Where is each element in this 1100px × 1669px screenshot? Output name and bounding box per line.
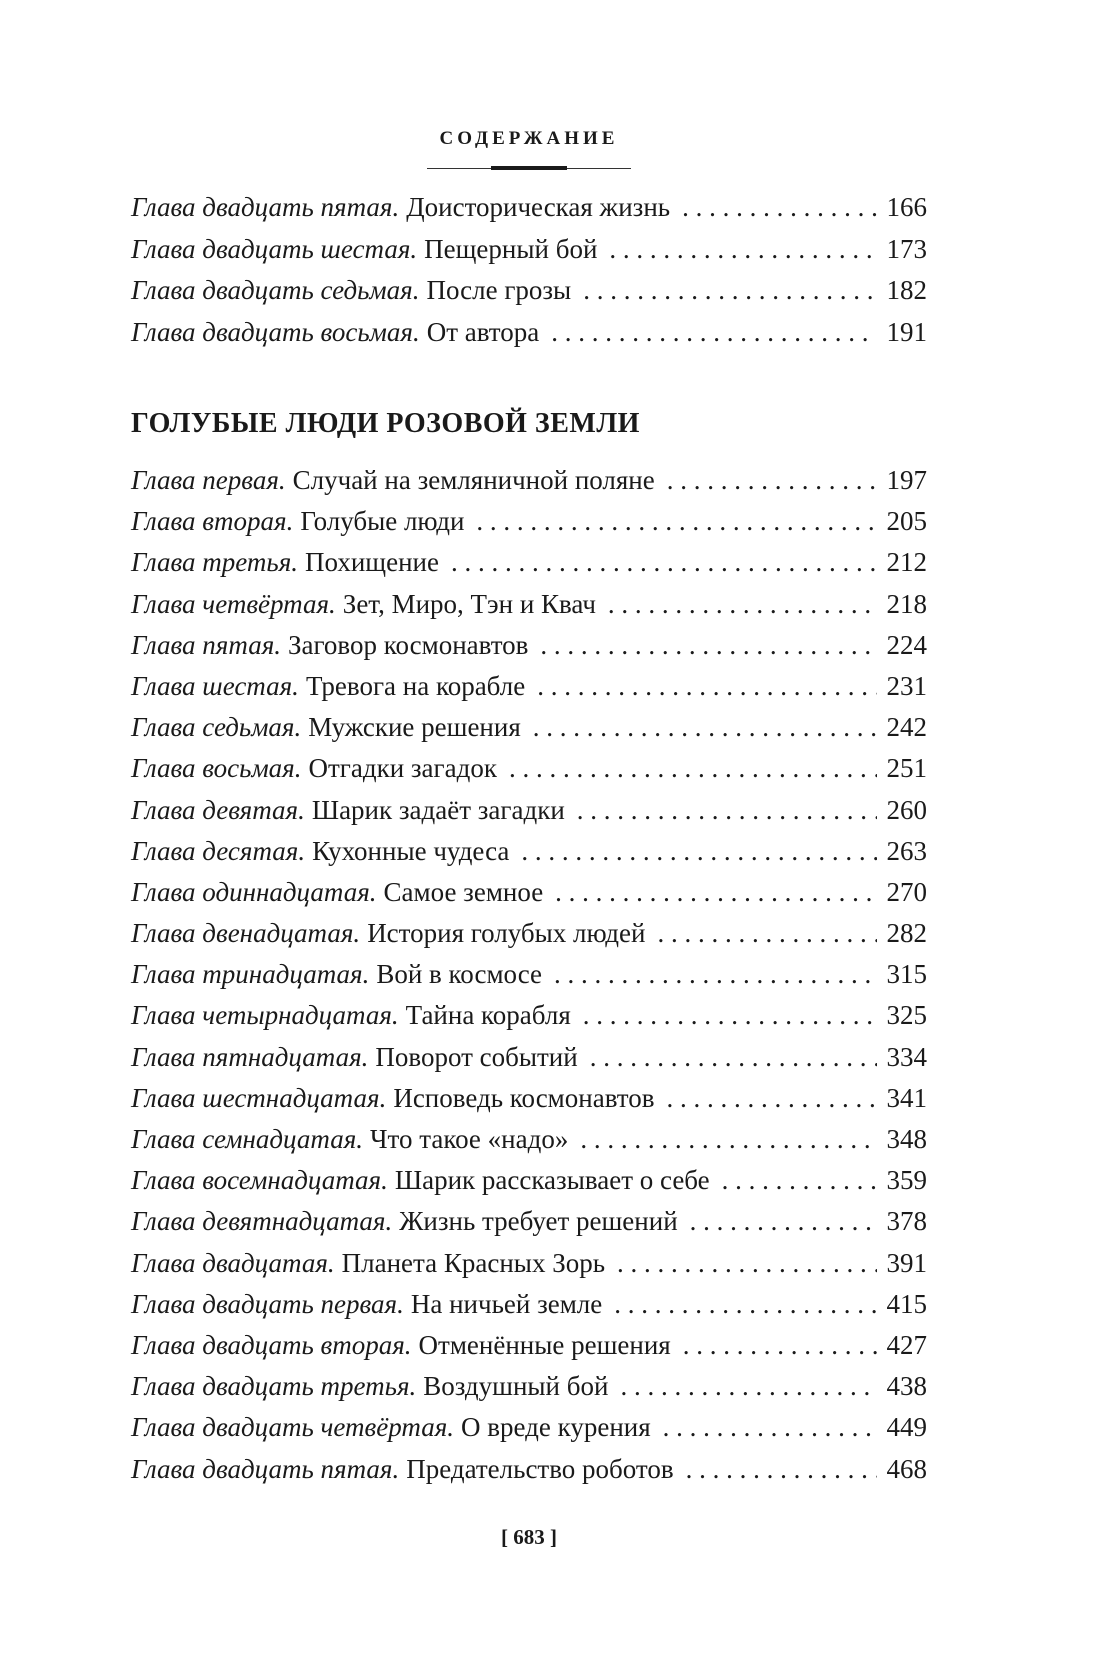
chapter-title: Зет, Миро, Тэн и Квач	[342, 588, 596, 619]
chapter-label: Глава двадцатая.	[131, 1247, 335, 1278]
page-number: 242	[886, 712, 927, 743]
chapter-title: Исповедь космонавтов	[393, 1082, 655, 1113]
chapter-title: О вреде курения	[461, 1412, 651, 1443]
page-number: 415	[886, 1288, 927, 1319]
dot-leader	[521, 836, 876, 867]
chapter-label: Глава третья.	[131, 547, 299, 578]
running-head: СОДЕРЖАНИЕ	[439, 128, 619, 149]
chapter-title: После грозы	[426, 275, 572, 305]
toc-list-previous-section	[131, 192, 927, 358]
toc-entry	[131, 506, 927, 547]
dot-leader	[617, 1248, 876, 1279]
toc-entry	[131, 795, 927, 836]
dot-leader	[614, 1289, 876, 1320]
book-page	[131, 0, 927, 1669]
toc-entry	[131, 1289, 927, 1330]
chapter-title: Воздушный бой	[423, 1371, 609, 1402]
chapter-title: Голубые люди	[300, 506, 465, 537]
chapter-label: Глава четвёртая.	[131, 588, 336, 619]
dot-leader	[555, 877, 876, 908]
chapter-label: Глава восьмая.	[131, 753, 302, 784]
chapter-title: Похищение	[305, 547, 439, 578]
dot-leader	[580, 1124, 876, 1155]
page-number: 438	[886, 1371, 927, 1402]
chapter-label: Глава двадцать третья.	[131, 1371, 417, 1402]
toc-entry	[131, 959, 927, 1000]
page-number: 449	[886, 1412, 927, 1443]
dot-leader	[609, 234, 876, 265]
section-title: ГОЛУБЫЕ ЛЮДИ РОЗОВОЙ ЗЕМЛИ	[131, 408, 640, 439]
page-number: 325	[886, 1000, 927, 1031]
chapter-label: Глава двадцать вторая.	[131, 1329, 412, 1360]
dot-leader	[476, 506, 876, 537]
dot-leader	[509, 753, 877, 784]
chapter-title: Шарик рассказывает о себе	[394, 1165, 710, 1196]
chapter-label: Глава девятнадцатая.	[131, 1206, 393, 1237]
toc-entry	[131, 192, 927, 234]
page-number: 315	[886, 959, 927, 990]
toc-entry	[131, 1206, 927, 1247]
toc-entry	[131, 465, 927, 506]
header-rule-accent	[491, 166, 567, 170]
chapter-title: Самое земное	[383, 876, 544, 907]
dot-leader	[608, 589, 877, 620]
page-number: 197	[886, 465, 927, 495]
chapter-title: Шарик задаёт загадки	[311, 794, 565, 825]
page-number: 427	[886, 1329, 927, 1360]
dot-leader	[583, 275, 876, 306]
chapter-label: Глава восемнадцатая.	[131, 1165, 388, 1196]
toc-entry	[131, 1124, 927, 1165]
dot-leader	[577, 795, 877, 826]
page-number: 468	[886, 1453, 927, 1484]
dot-leader	[554, 959, 877, 990]
page-number: 224	[886, 629, 927, 660]
chapter-label: Глава вторая.	[131, 506, 294, 537]
toc-entry	[131, 918, 927, 959]
page-number: 334	[886, 1041, 927, 1072]
chapter-title: Кухонные чудеса	[312, 835, 510, 866]
page-number: 173	[886, 233, 927, 264]
dot-leader	[682, 192, 876, 223]
chapter-label: Глава шестая.	[131, 670, 299, 701]
page-number: 231	[886, 670, 927, 701]
dot-leader	[683, 1330, 877, 1361]
toc-entry	[131, 1248, 927, 1289]
toc-list-main-section	[131, 465, 927, 1495]
page-number: 212	[886, 547, 927, 578]
dot-leader	[537, 671, 876, 702]
chapter-label: Глава двадцать пятая.	[131, 1453, 400, 1484]
chapter-label: Глава седьмая.	[131, 712, 302, 743]
dot-leader	[620, 1371, 876, 1402]
chapter-title: Пещерный бой	[424, 233, 598, 264]
page-number: 263	[886, 835, 927, 866]
chapter-label: Глава девятая.	[131, 794, 305, 825]
chapter-title: Тревога на корабле	[305, 670, 526, 701]
toc-entry	[131, 1412, 927, 1453]
page-number: 218	[886, 588, 927, 619]
dot-leader	[657, 918, 876, 949]
page-number: 282	[886, 918, 927, 949]
toc-entry	[131, 1330, 927, 1371]
dot-leader	[590, 1042, 877, 1073]
toc-entry	[131, 1000, 927, 1041]
chapter-label: Глава шестнадцатая.	[131, 1082, 387, 1113]
toc-entry	[131, 275, 927, 317]
chapter-title: Что такое «надо»	[370, 1124, 569, 1154]
dot-leader	[551, 317, 876, 348]
toc-entry	[131, 1165, 927, 1206]
toc-entry	[131, 671, 927, 712]
toc-entry	[131, 877, 927, 918]
toc-entry	[131, 317, 927, 359]
chapter-title: Тайна корабля	[405, 1000, 571, 1031]
dot-leader	[686, 1454, 877, 1485]
toc-entry	[131, 836, 927, 877]
chapter-title: Отгадки загадок	[308, 753, 497, 784]
chapter-title: На ничьей земле	[410, 1288, 603, 1319]
dot-leader	[690, 1206, 877, 1237]
page-number: 341	[886, 1082, 927, 1113]
toc-entry	[131, 1042, 927, 1083]
toc-entry	[131, 1371, 927, 1412]
chapter-label: Глава пятая.	[131, 629, 281, 660]
chapter-label: Глава двадцать восьмая.	[131, 316, 420, 347]
dot-leader	[533, 712, 877, 743]
chapter-label: Глава двадцать четвёртая.	[131, 1412, 455, 1443]
chapter-title: Заговор космонавтов	[288, 629, 529, 660]
toc-entry	[131, 589, 927, 630]
page-number: 260	[886, 794, 927, 825]
chapter-title: Планета Красных Зорь	[341, 1247, 606, 1278]
page-number: 182	[886, 275, 927, 305]
toc-entry	[131, 753, 927, 794]
toc-entry	[131, 712, 927, 753]
chapter-label: Глава десятая.	[131, 835, 306, 866]
page-number: 251	[886, 753, 927, 784]
chapter-label: Глава двадцать седьмая.	[131, 275, 420, 305]
dot-leader	[666, 1083, 876, 1114]
page-number: 191	[886, 316, 927, 347]
chapter-title: Предательство роботов	[406, 1453, 674, 1484]
chapter-title: История голубых людей	[367, 918, 646, 949]
dot-leader	[451, 547, 877, 578]
chapter-title: От автора	[426, 316, 540, 347]
chapter-label: Глава двадцать первая.	[131, 1288, 404, 1319]
chapter-label: Глава тринадцатая.	[131, 959, 370, 990]
page-number: 359	[886, 1165, 927, 1196]
chapter-label: Глава одиннадцатая.	[131, 876, 377, 907]
toc-entry	[131, 1454, 927, 1495]
chapter-label: Глава двадцать шестая.	[131, 233, 418, 264]
page-number: 166	[886, 192, 927, 222]
chapter-title: Вой в космосе	[376, 959, 542, 990]
chapter-title: Мужские решения	[308, 712, 521, 743]
toc-entry	[131, 1083, 927, 1124]
toc-entry	[131, 547, 927, 588]
dot-leader	[722, 1165, 877, 1196]
page-number: 205	[886, 506, 927, 537]
dot-leader	[583, 1000, 877, 1031]
chapter-title: Поворот событий	[375, 1041, 578, 1072]
dot-leader	[663, 1412, 877, 1443]
page-number: 391	[886, 1247, 927, 1278]
dot-leader	[667, 465, 877, 496]
chapter-label: Глава двадцать пятая.	[131, 192, 400, 222]
page-number: 348	[886, 1124, 927, 1154]
page-number: 378	[886, 1206, 927, 1237]
page-number: 270	[886, 876, 927, 907]
dot-leader	[540, 630, 876, 661]
chapter-label: Глава двенадцатая.	[131, 918, 361, 949]
chapter-label: Глава семнадцатая.	[131, 1124, 363, 1154]
chapter-title: Случай на земляничной поляне	[292, 465, 655, 495]
chapter-label: Глава четырнадцатая.	[131, 1000, 399, 1031]
toc-entry	[131, 630, 927, 671]
chapter-title: Доисторическая жизнь	[406, 192, 671, 222]
chapter-label: Глава первая.	[131, 465, 286, 495]
page-folio: [ 683 ]	[501, 1525, 557, 1549]
chapter-title: Отменённые решения	[418, 1329, 671, 1360]
chapter-title: Жизнь требует решений	[399, 1206, 678, 1237]
toc-entry	[131, 234, 927, 276]
chapter-label: Глава пятнадцатая.	[131, 1041, 369, 1072]
